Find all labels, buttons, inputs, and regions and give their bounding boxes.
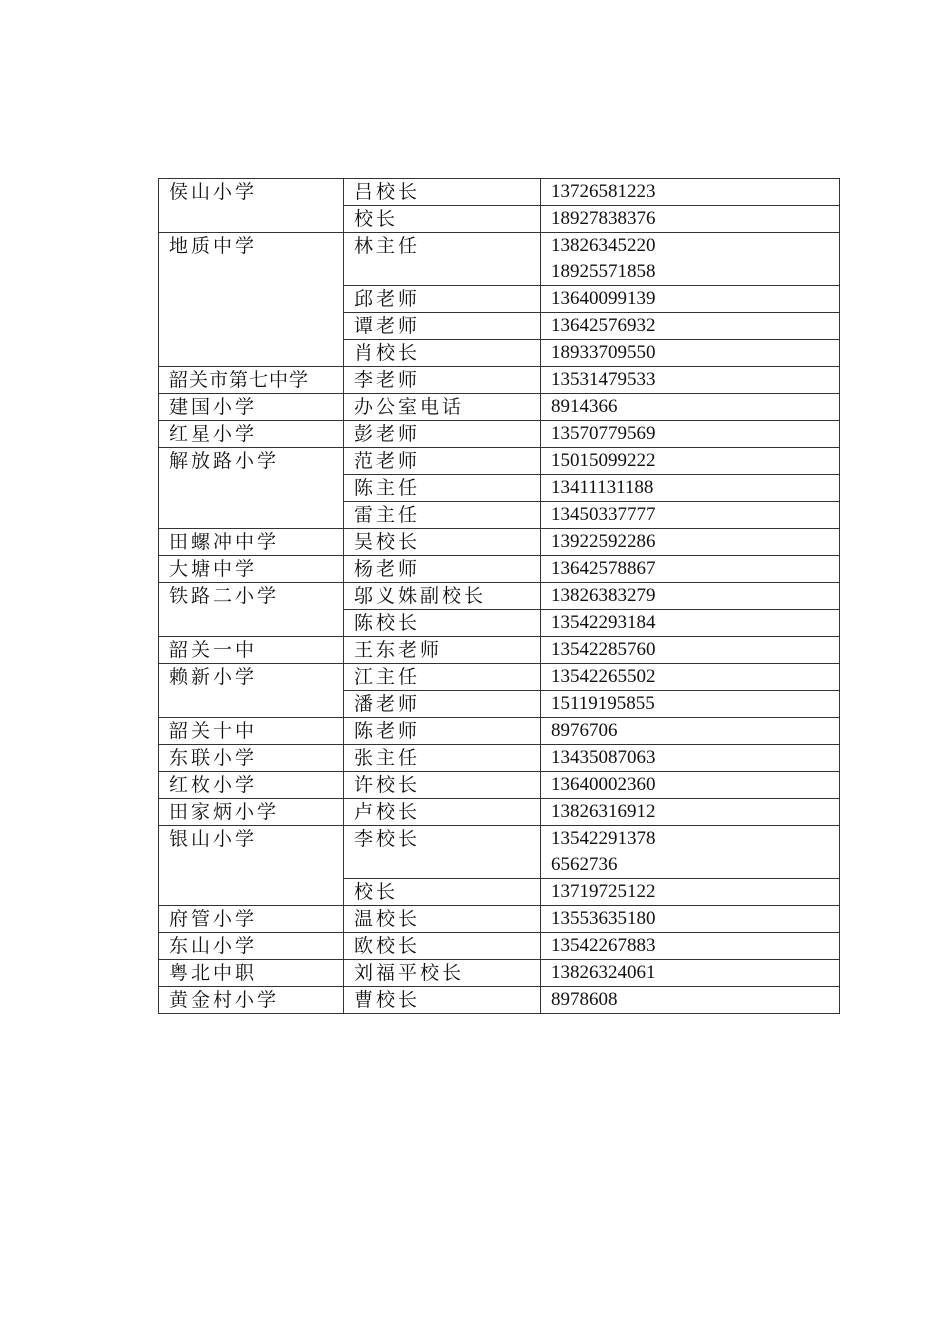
table-row [159, 745, 840, 772]
table-row [159, 799, 840, 826]
contact-person: 曹校长 [344, 987, 541, 1014]
school-name: 解放路小学 [159, 448, 344, 529]
table-row [159, 233, 840, 286]
contact-person: 范老师 [344, 448, 541, 475]
phone-number: 13542293184 [541, 610, 840, 637]
contact-person: 杨老师 [344, 556, 541, 583]
school-name: 田螺冲中学 [159, 529, 344, 556]
phone-number: 13922592286 [541, 529, 840, 556]
school-name: 府管小学 [159, 906, 344, 933]
table-row [159, 367, 840, 394]
school-name: 韶关一中 [159, 637, 344, 664]
contact-person: 许校长 [344, 772, 541, 799]
phone-number: 13826324061 [541, 960, 840, 987]
phone-number: 15119195855 [541, 691, 840, 718]
phone-number: 8978608 [541, 987, 840, 1014]
school-name: 铁路二小学 [159, 583, 344, 637]
school-name: 东联小学 [159, 745, 344, 772]
contact-person: 校长 [344, 206, 541, 233]
phone-number: 13411131188 [541, 475, 840, 502]
contact-person: 刘福平校长 [344, 960, 541, 987]
table-row [159, 960, 840, 987]
contact-person: 邱老师 [344, 286, 541, 313]
table-row [159, 637, 840, 664]
contact-person: 陈主任 [344, 475, 541, 502]
phone-number: 13826383279 [541, 583, 840, 610]
contact-person: 陈校长 [344, 610, 541, 637]
phone-number: 13542291378 6562736 [541, 826, 840, 879]
school-name: 粤北中职 [159, 960, 344, 987]
school-name: 韶关市第七中学 [159, 367, 344, 394]
contact-person: 李老师 [344, 367, 541, 394]
school-name: 韶关十中 [159, 718, 344, 745]
contact-person: 邬义姝副校长 [344, 583, 541, 610]
school-name: 东山小学 [159, 933, 344, 960]
contact-person: 彭老师 [344, 421, 541, 448]
phone-number: 8914366 [541, 394, 840, 421]
phone-number: 18927838376 [541, 206, 840, 233]
phone-number: 8976706 [541, 718, 840, 745]
table-row [159, 448, 840, 475]
phone-number: 18933709550 [541, 340, 840, 367]
table-row [159, 664, 840, 691]
table-row [159, 826, 840, 879]
school-name: 黄金村小学 [159, 987, 344, 1014]
contact-person: 温校长 [344, 906, 541, 933]
contact-person: 江主任 [344, 664, 541, 691]
phone-number: 13435087063 [541, 745, 840, 772]
table-row [159, 394, 840, 421]
table-row [159, 529, 840, 556]
contact-person: 林主任 [344, 233, 541, 286]
contact-person: 校长 [344, 879, 541, 906]
contact-person: 陈老师 [344, 718, 541, 745]
contact-table [158, 178, 840, 1014]
phone-number: 13542285760 [541, 637, 840, 664]
phone-number: 13826345220 18925571858 [541, 233, 840, 286]
contact-person: 吴校长 [344, 529, 541, 556]
school-name: 红星小学 [159, 421, 344, 448]
phone-number: 13726581223 [541, 179, 840, 206]
phone-number: 13553635180 [541, 906, 840, 933]
phone-number: 13719725122 [541, 879, 840, 906]
phone-number: 13542265502 [541, 664, 840, 691]
contact-person: 欧校长 [344, 933, 541, 960]
contact-person: 吕校长 [344, 179, 541, 206]
contact-person: 卢校长 [344, 799, 541, 826]
school-name: 田家炳小学 [159, 799, 344, 826]
school-name: 建国小学 [159, 394, 344, 421]
school-name: 地质中学 [159, 233, 344, 367]
school-name: 大塘中学 [159, 556, 344, 583]
phone-number: 13642576932 [541, 313, 840, 340]
contact-person: 李校长 [344, 826, 541, 879]
contact-person: 张主任 [344, 745, 541, 772]
school-name: 侯山小学 [159, 179, 344, 233]
contact-person: 潘老师 [344, 691, 541, 718]
phone-number: 13570779569 [541, 421, 840, 448]
phone-number: 13542267883 [541, 933, 840, 960]
table-row [159, 718, 840, 745]
phone-number: 15015099222 [541, 448, 840, 475]
school-name: 银山小学 [159, 826, 344, 906]
phone-number: 13642578867 [541, 556, 840, 583]
phone-number: 13640002360 [541, 772, 840, 799]
phone-number: 13450337777 [541, 502, 840, 529]
contact-person: 雷主任 [344, 502, 541, 529]
table-row [159, 556, 840, 583]
contact-person: 谭老师 [344, 313, 541, 340]
table-row [159, 772, 840, 799]
phone-number: 13531479533 [541, 367, 840, 394]
table-row [159, 179, 840, 206]
phone-number: 13826316912 [541, 799, 840, 826]
table-row [159, 583, 840, 610]
contact-person: 办公室电话 [344, 394, 541, 421]
school-name: 红枚小学 [159, 772, 344, 799]
table-row [159, 906, 840, 933]
table-row [159, 987, 840, 1014]
table-row [159, 933, 840, 960]
table-row [159, 421, 840, 448]
contact-person: 肖校长 [344, 340, 541, 367]
phone-number: 13640099139 [541, 286, 840, 313]
school-name: 赖新小学 [159, 664, 344, 718]
contact-person: 王东老师 [344, 637, 541, 664]
